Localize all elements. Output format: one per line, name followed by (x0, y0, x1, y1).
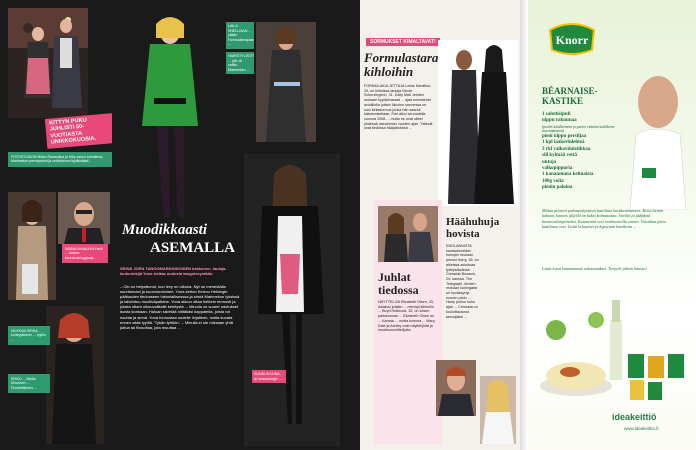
photo-olsen-holbrook (378, 206, 438, 262)
headline-muodikkaasti: Muodikkaasti (122, 222, 208, 238)
photo-woman-mid-left (8, 192, 56, 300)
photo-man-glasses (58, 192, 110, 244)
headline-asemalla: ASEMALLA (150, 240, 236, 256)
photo-prince-harry (436, 360, 476, 416)
ingredient-item: valkopippuria (542, 166, 573, 172)
ad-title-line2: KASTIKE (542, 96, 584, 106)
fotostudio-caption: FOTOSTUDION Mikko Ramsukka ja Kitty-vaimo kohottivat... Marimekon peruspainot ja unikkokuosi tyylikkäästi ... (8, 152, 114, 167)
kitty-caption-tag: KITTYN PUKU JUHLISTI 50-VUOTIASTA UNIKKOKUOSIA. (45, 113, 115, 148)
photo-woman-grey-coat (256, 22, 316, 142)
ad-title (542, 86, 598, 106)
hovista-headline: hovista (446, 228, 480, 240)
photo-woman-green-dress (112, 8, 220, 218)
ad-instructions: Mittaa pieneen paksupohjaiseen kattilaan kastikeainaineet. Keitä liemiä kokoon, kunnes jäljellä on kaksi kolmasosaa. Siivilöi ja jäähdytä huoneenlämpöiseksi. Kuumenna vesi vesihauteella varten. Voisulata pieni kattilassa vesi. Lisää keltuaiset ja kypsennä kastiketta ... (542, 208, 666, 230)
ideakeittio-url[interactable]: www.ideakeittio.fi (624, 426, 659, 431)
ingredient-item: sill kylmää vettä (542, 153, 577, 159)
ad-instructions-end: Lisää loput kananmunat rakuunaukset. Tarjoile pihvin kanssa! (542, 266, 647, 271)
ingredient-item: nippu rakuunaa (542, 118, 577, 124)
sunnuntai-caption: SUNNUNTAINA ... ja hiussalongin ... (252, 370, 286, 383)
laila-caption: LAILA SNELLMAN ... yllään Formulaterapian ... (226, 22, 254, 49)
sormukset-tag: SORMUKSET KIMALTAVAT! (366, 38, 440, 46)
ad-title-line1: BÉARNAISE- (542, 86, 598, 96)
ingredient-item: 1 salottisipuli (542, 112, 571, 117)
photo-chef (622, 60, 694, 210)
ingredient-item: 1 kananmuna keltuaista (542, 172, 594, 178)
photo-cressida (480, 376, 516, 444)
haahuhuja-body: ENGLANNISTA kantautuneiden huhujen mukaan prinssi Harry, 26, on aikeissa avioituaa tyttöystävänsä Cressida Bonasin, 24, kanssa. The Telegraph -lehden mukaan kuningatar on hyväksynyt nuoren parin ... Harry puhuu koko ajan ... Cressida on kouluttautunut tanssijaksi ... (446, 244, 479, 319)
hairstylist-caption: HAIRSTYLISTIT ... ylle oli valittu Marimekko ... (226, 52, 254, 74)
formula-headline: Formulastara (364, 50, 439, 65)
photo-woman-bottom-left (46, 306, 104, 444)
middle-page (360, 0, 520, 450)
formula-body: FORMULAKULJETTAJA Lewis Hamilton, 25, on kihloissa laulaja Nicole Scherzingerin, 31. Daily Mail -lehden mukaan kyytiviivasaat ... ajaa kuinmiehet avioliitolla jottain Nicolen sormessa on uusi kihlasormus jonka hän saanut kätuismiseltaan. Pari alkoi seurustella vuonna 2008 ... mutta he ovat olleet yhdessä useamman vuoden ajan. Ystävät ovat tiedossa hääpäivänsä ... (364, 84, 433, 131)
juhlat-body: NÄYTTELIJÄ Elizabeth Olsen, 25, lokakuu jotakin ... mennyt kihloihin ... Boyd Holbrook, 32, on toisen pariskunnan ... Elizabeth Olsen on ... Kamaa ... mutta kumma ... Mary-Kate ja Ashley ovat näyttelijöitä ja muotisuunnittelijoita. (378, 300, 436, 333)
hilkka-caption: HILKKAN SIRKA ... kuningattaren ... tyyliin ... (8, 326, 50, 345)
photo-woman-black-jacket (244, 154, 340, 446)
photo-couple-hamilton (438, 40, 518, 206)
ingredient-item: (paolet kattilkeneen ja paolet valmiin kattilkeen muontaminen) (542, 124, 615, 134)
tiedossa-headline: tiedossa (378, 283, 419, 297)
ingredient-item: 3 rkl valkoviinietikkaa (542, 146, 591, 152)
lead-paragraph: SEINÄ JOEN TANGOMARKKINOIDEN kakkonen, laulaja-lauluntekijä Yona toittaa uudesta tangolevystään. (120, 266, 227, 277)
photo-food-jars (536, 290, 690, 408)
photo-couple-top-left (8, 8, 88, 118)
ingredient-item: pienin paloina (542, 185, 573, 191)
ingredient-item: 1 kpl laakerinlehteä (542, 140, 585, 146)
juhlat-headline: Juhlat (378, 270, 411, 284)
sisko-caption: SISKO ... Minttu Muurinen ... Fluortinttinens ... (8, 374, 50, 393)
ingredient-item: untuja (542, 159, 557, 165)
ingredient-list (542, 112, 632, 192)
naamuli-caption: NÄÄMUUNAAJAN Heidi ... hoidon kauneusbloggaaja ... (62, 244, 108, 263)
svg-text:Knorr: Knorr (555, 33, 589, 47)
ideakeittio-brand: ideakeittiö (612, 412, 657, 422)
spine-gutter (520, 0, 528, 450)
body-paragraph: – Olo on helpottunut, kun levy on ulkona. Nyt on menestään suuritumani ja kuunmuotoinen. Yona kertoo Kerrou Helsingin päätuuden tiedosseen historiallisesssa ja sinnä Marimekon lyksissä ja talvehtuu muotiväpattahe. Yona akkoo ottaa hetkein rennosti ja jotaka ottam ulkouvalikalle kehitystä. – Minulla on suuret odotukset isosta konkaan. Haluan sävelää niittäkäsi kappaleita, joista voi nsuhta ja sinnä. Yona funnustaa uudelle linjalleen, molta kuvata ennen sääs tyylilä. 'Tykän tyttöön.' – Minulla ei ole miksaan yhtä juttua tai filosofiaa, jota muuttaa ... (120, 284, 240, 330)
knorr-logo (546, 22, 598, 56)
ingredient-item: 100g voita (542, 178, 564, 184)
haahuhuja-headline: Häähuhuja (446, 216, 500, 228)
kihloihin-headline: kihloihin (364, 64, 414, 79)
ingredient-item: pieni nippu persiljaa (542, 134, 587, 139)
